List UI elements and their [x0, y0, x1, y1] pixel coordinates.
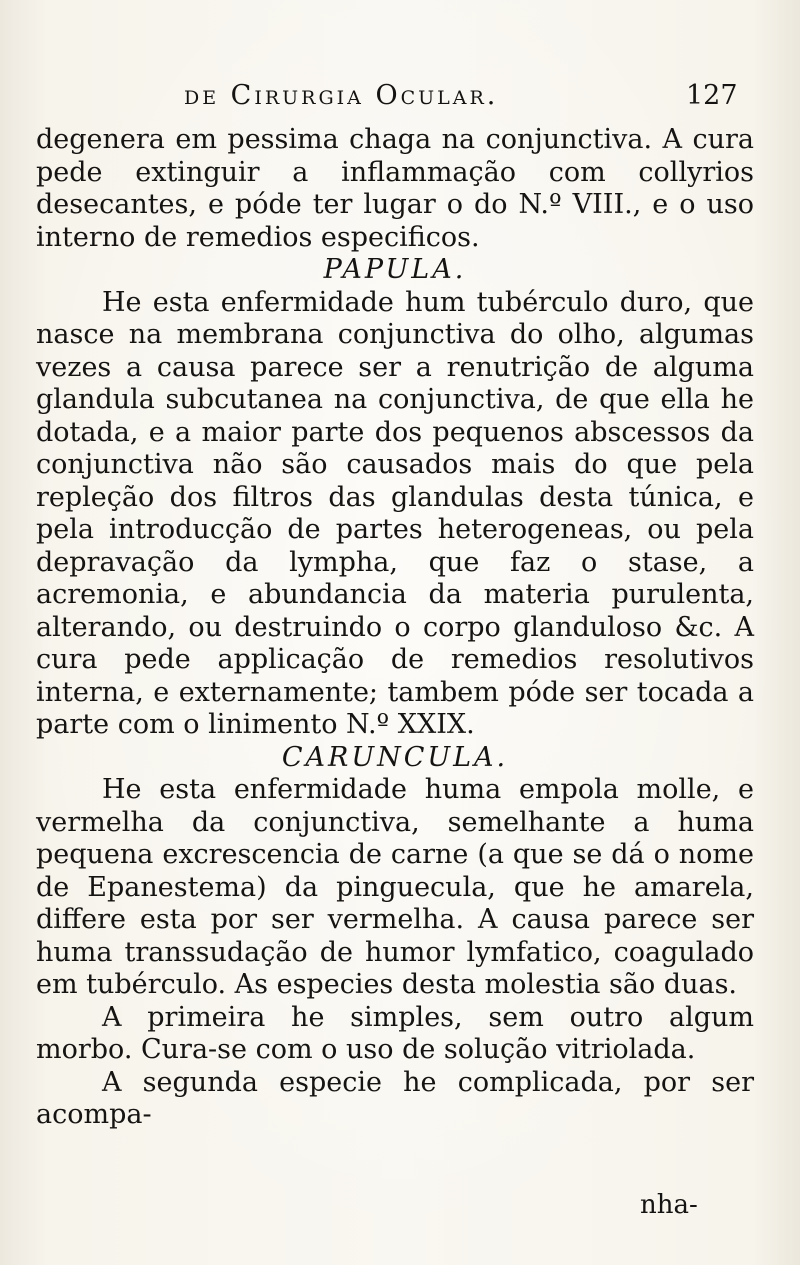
caruncula-heading: CARUNCULA. [281, 741, 509, 773]
catchword: nha- [640, 1190, 698, 1220]
papula-heading: PAPULA. [323, 254, 467, 285]
running-head: de Cirurgia Ocular. [184, 80, 499, 111]
papula-paragraph: He esta enfermidade hum tubérculo duro, que nasce na membrana conjunctiva do olho, algumas vezes a causa parece ser a renutrição de alguma glandula subcutanea na conjunctiva, de que ella he dotada, e a maior parte dos pequenos abscessos da conjunctiva não são causados mais do que pela repleção dos filtros das glandulas desta túnica, e pela introducção de partes heterogeneas, ou pela depravação da lympha, que faz o stase, a acremonia, e abundancia da materia purulenta, alterando, ou destruindo o corpo glanduloso &c. A cura pede applicação de remedios resolutivos interna, e externamente; tambem póde ser tocada a parte com o linimento N.º XXIX. [36, 286, 754, 740]
segunda-paragraph: A segunda especie he complicada, por ser acompa- [36, 1066, 754, 1130]
page-header [0, 72, 800, 116]
primeira-paragraph: A primeira he simples, sem outro algum morbo. Cura-se com o uso de solução vitriolada. [36, 1001, 754, 1065]
page-number: 127 [686, 80, 738, 111]
continuation-paragraph: degenera em pessima chaga na conjunctiva. A cura pede extinguir a inflammação com collyrios desecantes, e póde ter lugar o do N.º VIII., e o uso interno de remedios especificos. [36, 124, 754, 253]
page-body [36, 124, 754, 1132]
caruncula-paragraph: He esta enfermidade huma empola molle, e vermelha da conjunctiva, semelhante a huma pequena excrescencia de carne (a que se dá o nome de Epanestema) da pinguecula, que he amarela, differe esta por ser vermelha. A causa parece ser huma transsudação de humor lymfatico, coagulado em tubérculo. As especies desta molestia são duas. [36, 774, 754, 1000]
